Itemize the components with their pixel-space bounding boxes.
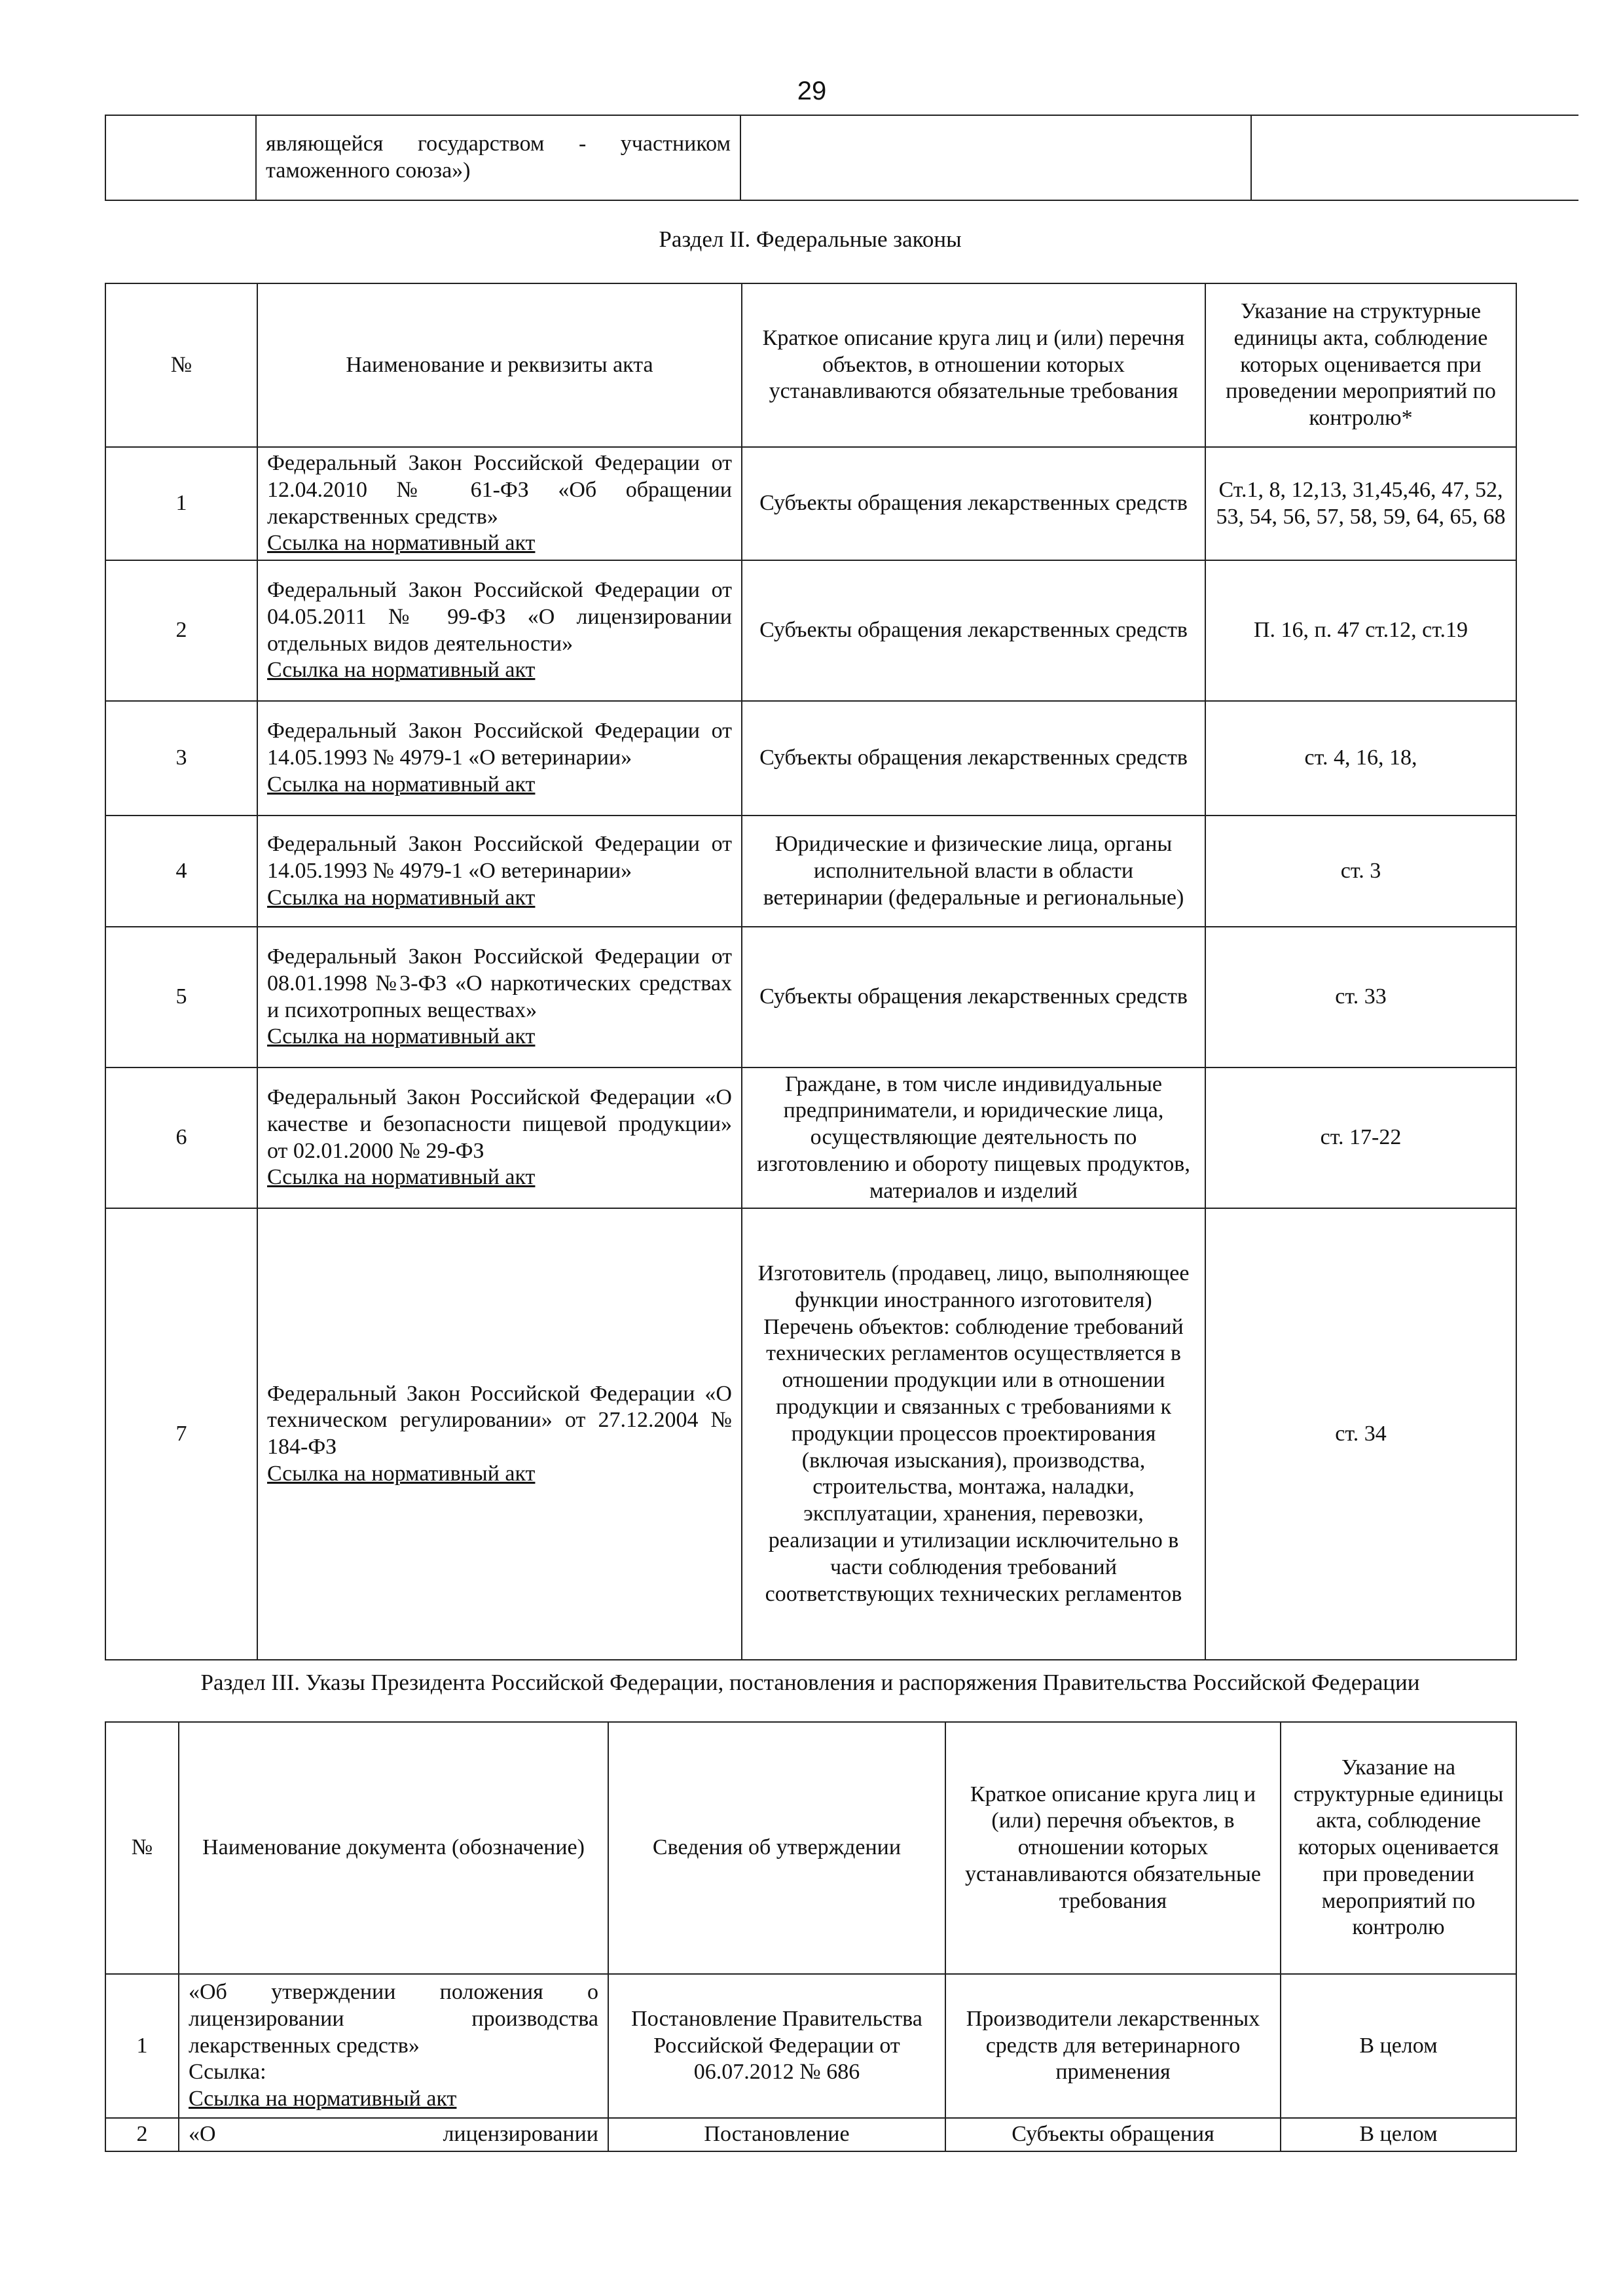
row-name (257, 447, 742, 560)
table-header-row (105, 283, 1516, 447)
row-num: 2 (105, 2118, 179, 2151)
row-num: 2 (105, 560, 257, 701)
row-desc: Субъекты обращения лекарственных средств (742, 701, 1205, 816)
row-name (257, 927, 742, 1067)
row-num: 1 (105, 447, 257, 560)
row-units: ст. 33 (1205, 927, 1516, 1067)
row-desc: Субъекты обращения лекарственных средств (742, 447, 1205, 560)
row-approval: Постановление Правительства Российской Федерации от 06.07.2012 № 686 (608, 1974, 945, 2118)
table-header-row (105, 1722, 1516, 1974)
row-name (257, 1067, 742, 1208)
row-units: ст. 4, 16, 18, (1205, 701, 1516, 816)
row-name (257, 816, 742, 927)
federal-laws-table (105, 283, 1517, 1660)
table-row (105, 560, 1516, 701)
row-desc: Субъекты обращения (945, 2118, 1281, 2151)
table-row (105, 1067, 1516, 1208)
act-name: Федеральный Закон Российской Федерации от 12.04.2010 № 61-ФЗ «Об обращении лекарственных средств» (267, 451, 732, 529)
row-units: П. 16, п. 47 ст.12, ст.19 (1205, 560, 1516, 701)
row-desc: Изготовитель (продавец, лицо, выполняющее функции иностранного изготовителя) Перечень объектов: соблюдение требований технических регламентов осуществляется в отношении продукции или в отношении продукции и связанных с требованиями к продукции процессов проектирования (включая изыскания), производства, строительства, монтажа, наладки, эксплуатации, хранения, перевозки, реализации и утилизации исключительно в части соблюдения требований соответствующих технических регламентов (742, 1208, 1205, 1660)
government-acts-table (105, 1721, 1517, 2152)
table-row (105, 447, 1516, 560)
row-name (179, 1974, 608, 2118)
table-row (105, 1974, 1516, 2118)
header-approval: Сведения об утверждении (608, 1722, 945, 1974)
act-name: Федеральный Закон Российской Федерации от 04.05.2011 № 99-ФЗ «О лицензировании отдельных видов деятельности» (267, 578, 732, 656)
desc-cell (740, 115, 1251, 200)
act-name: Федеральный Закон Российской Федерации от 08.01.1998 №3-ФЗ «О наркотических средствах и психотропных веществах» (267, 944, 732, 1022)
row-units: ст. 34 (1205, 1208, 1516, 1660)
act-link[interactable]: Ссылка на нормативный акт (267, 772, 536, 797)
row-desc: Производители лекарственных средств для ветеринарного применения (945, 1974, 1281, 2118)
section3-title: Раздел III. Указы Президента Российской Федерации, постановления и распоряжения Правительства Российской Федерации (200, 1670, 1420, 1695)
row-num: 4 (105, 816, 257, 927)
header-units: Указание на структурные единицы акта, соблюдение которых оценивается при проведении мероприятий по контролю* (1205, 283, 1516, 447)
table-row (105, 927, 1516, 1067)
act-link[interactable]: Ссылка на нормативный акт (267, 658, 536, 683)
doc-link[interactable]: Ссылка на нормативный акт (189, 2087, 457, 2111)
row-desc: Субъекты обращения лекарственных средств (742, 560, 1205, 701)
units-cell (1251, 115, 1578, 200)
act-name: Федеральный Закон Российской Федерации от 14.05.1993 № 4979-1 «О ветеринарии» (267, 719, 732, 770)
continuation-table (105, 115, 1578, 201)
num-cell (105, 115, 256, 200)
row-units: ст. 17-22 (1205, 1067, 1516, 1208)
row-num: 5 (105, 927, 257, 1067)
act-link[interactable]: Ссылка на нормативный акт (267, 885, 536, 910)
row-num: 3 (105, 701, 257, 816)
doc-name: «Об утверждении положения о лицензировании производства лекарственных средств» (189, 1980, 598, 2058)
act-link[interactable]: Ссылка на нормативный акт (267, 1461, 536, 1486)
row-num: 1 (105, 1974, 179, 2118)
row-name (257, 1208, 742, 1660)
row-num: 7 (105, 1208, 257, 1660)
row-desc: Граждане, в том числе индивидуальные предприниматели, и юридические лица, осуществляющие деятельность по изготовлению и обороту пищевых продуктов, материалов и изделий (742, 1067, 1205, 1208)
row-num: 6 (105, 1067, 257, 1208)
table-row (105, 115, 1578, 200)
link-label: Ссылка: (189, 2060, 266, 2085)
act-name: Федеральный Закон Российской Федерации «О качестве и безопасности пищевой продукции» от 02.01.2000 № 29-ФЗ (267, 1085, 732, 1163)
row-units: В целом (1281, 2118, 1516, 2151)
header-units: Указание на структурные единицы акта, соблюдение которых оценивается при проведении мероприятий по контролю (1281, 1722, 1516, 1974)
act-name: Федеральный Закон Российской Федерации от 14.05.1993 № 4979-1 «О ветеринарии» (267, 831, 732, 883)
row-name (257, 560, 742, 701)
table-row (105, 2118, 1516, 2151)
act-link[interactable]: Ссылка на нормативный акт (267, 1024, 536, 1049)
table-row (105, 816, 1516, 927)
header-num: № (105, 283, 257, 447)
page-number: 29 (797, 77, 827, 105)
row-units: ст. 3 (1205, 816, 1516, 927)
header-name: Наименование и реквизиты акта (257, 283, 742, 447)
header-name: Наименование документа (обозначение) (179, 1722, 608, 1974)
header-desc: Краткое описание круга лиц и (или) перечня объектов, в отношении которых устанавливаются обязательные требования (945, 1722, 1281, 1974)
row-approval: Постановление (608, 2118, 945, 2151)
table-row (105, 1208, 1516, 1660)
act-link[interactable]: Ссылка на нормативный акт (267, 531, 536, 556)
row-desc: Юридические и физические лица, органы исполнительной власти в области ветеринарии (федеральные и региональные) (742, 816, 1205, 927)
header-desc: Краткое описание круга лиц и (или) перечня объектов, в отношении которых устанавливаются обязательные требования (742, 283, 1205, 447)
row-name (257, 701, 742, 816)
row-desc: Субъекты обращения лекарственных средств (742, 927, 1205, 1067)
header-num: № (105, 1722, 179, 1974)
act-link[interactable]: Ссылка на нормативный акт (267, 1165, 536, 1190)
act-name: Федеральный Закон Российской Федерации «О техническом регулировании» от 27.12.2004 № 184-ФЗ (267, 1381, 732, 1460)
row-name: «О лицензировании (179, 2118, 608, 2151)
table-row (105, 701, 1516, 816)
row-units: В целом (1281, 1974, 1516, 2118)
row-units: Ст.1, 8, 12,13, 31,45,46, 47, 52, 53, 54, 56, 57, 58, 59, 64, 65, 68 (1205, 447, 1516, 560)
section2-title: Раздел II. Федеральные законы (659, 226, 962, 252)
name-cell: являющейся государством - участником таможенного союза») (256, 115, 740, 200)
